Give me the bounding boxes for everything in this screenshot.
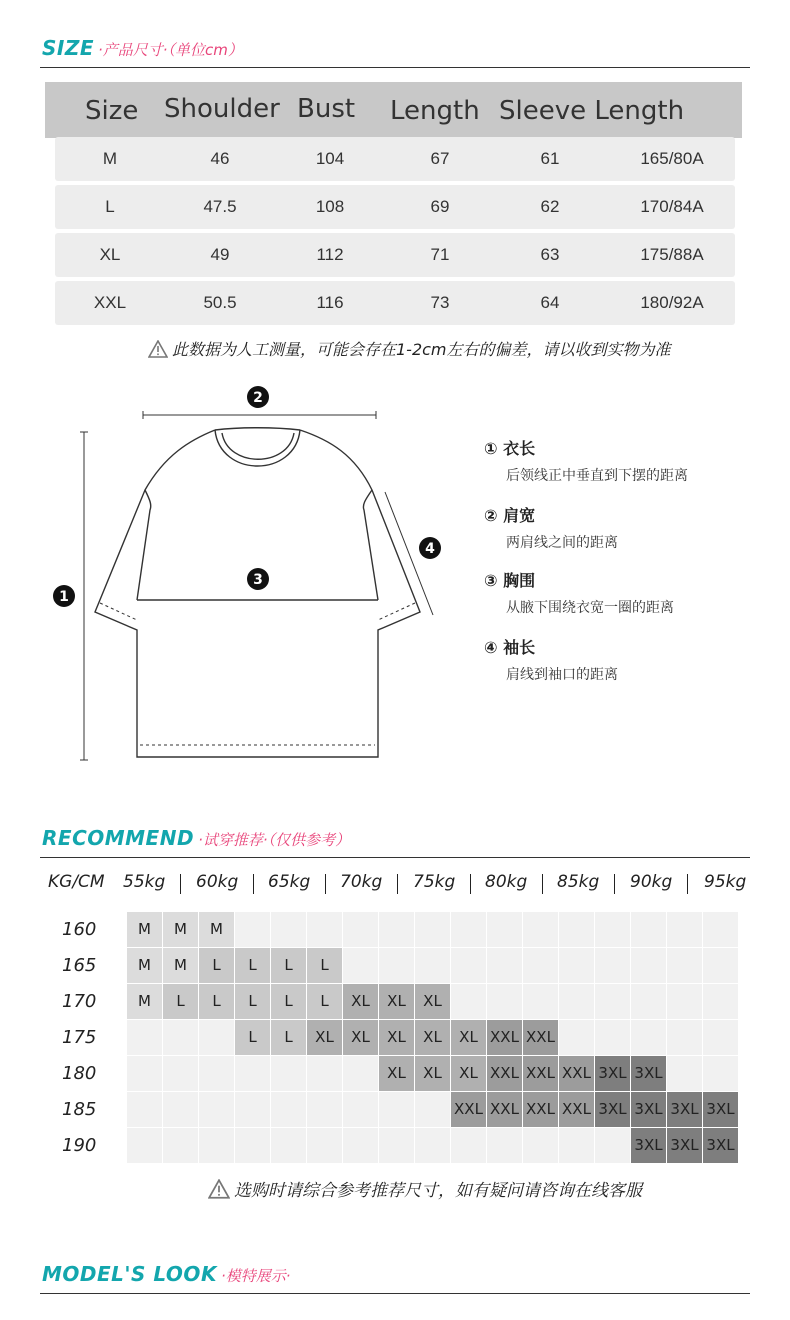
size-recommend-cell: L [235, 984, 270, 1019]
size-cell: 61 [540, 149, 560, 168]
size-recommend-cell: 3XL [667, 1128, 702, 1163]
size-recommend-cell [631, 948, 666, 983]
size-recommend-cell [199, 1056, 234, 1091]
size-cell: 71 [430, 245, 450, 264]
size-cell: 63 [540, 245, 560, 264]
size-recommend-cell [163, 1092, 198, 1127]
size-recommend-cell [415, 912, 450, 947]
legend-title: ③ 胸围 [484, 571, 536, 590]
size-cell: 116 [316, 293, 344, 312]
size-recommend-cell [199, 1128, 234, 1163]
size-recommend-cell [235, 912, 270, 947]
size-recommend-cell: XXL [523, 1056, 558, 1091]
size-recommend-cell [235, 1128, 270, 1163]
weight-label: 60kg [196, 872, 239, 892]
size-recommend-cell [523, 984, 558, 1019]
size-recommend-cell [523, 1128, 558, 1163]
size-recommend-cell [307, 1128, 342, 1163]
model-section-title: MODEL'S LOOK [42, 1262, 217, 1286]
size-recommend-cell: M [127, 984, 162, 1019]
size-cell: 73 [430, 293, 450, 312]
tshirt-measurement-diagram [0, 380, 480, 770]
legend-desc: 从腋下围绕衣宽一圈的距离 [506, 600, 674, 616]
size-row [55, 185, 735, 229]
size-recommend-cell: XL [307, 1020, 342, 1055]
size-recommend-cell: XXL [523, 1092, 558, 1127]
height-label: 160 [62, 919, 97, 940]
size-recommend-cell [343, 1056, 378, 1091]
size-recommend-cell [199, 1020, 234, 1055]
legend-item-bust [484, 568, 674, 617]
model-divider [40, 1293, 750, 1294]
marker-2: 2 [253, 390, 263, 406]
size-recommend-cell: 3XL [667, 1092, 702, 1127]
size-recommend-cell [559, 984, 594, 1019]
size-recommend-cell [451, 912, 486, 947]
legend-item-length [484, 436, 688, 485]
size-recommend-cell: M [163, 912, 198, 947]
size-cell: 47.5 [203, 197, 237, 216]
size-recommend-cell [127, 1128, 162, 1163]
size-recommend-cell: XL [343, 984, 378, 1019]
marker-4: 4 [425, 541, 435, 557]
size-recommend-cell [559, 912, 594, 947]
size-cell: 69 [430, 197, 450, 216]
size-cell: 104 [315, 149, 345, 168]
height-label: 165 [62, 955, 97, 976]
size-row [55, 281, 735, 325]
size-cell: 175/88A [640, 245, 704, 264]
size-section-header [42, 36, 243, 60]
size-row [55, 233, 735, 277]
size-recommend-cell: L [199, 948, 234, 983]
size-recommend-cell [595, 912, 630, 947]
size-cell: XL [99, 245, 121, 264]
size-cell: 49 [210, 245, 230, 264]
size-recommend-cell [595, 1128, 630, 1163]
recommend-section-title: RECOMMEND [42, 826, 195, 850]
legend-title: ① 衣长 [484, 439, 536, 458]
size-recommend-cell: XL [343, 1020, 378, 1055]
size-row [55, 137, 735, 181]
size-recommend-cell: XL [451, 1020, 486, 1055]
recommend-section-subtitle: ·试穿推荐·（仅供参考） [198, 831, 351, 849]
size-recommend-cell [235, 1056, 270, 1091]
size-cell: L [105, 197, 115, 216]
size-recommend-cell [703, 984, 738, 1019]
size-recommend-cell: XL [379, 984, 414, 1019]
recommend-note [208, 1176, 642, 1204]
size-recommend-cell: XL [379, 1056, 414, 1091]
warning-icon [148, 340, 168, 362]
size-recommend-cell [379, 912, 414, 947]
size-recommend-cell: L [199, 984, 234, 1019]
size-recommend-cell: M [127, 912, 162, 947]
size-recommend-cell: XL [415, 984, 450, 1019]
warning-icon [208, 1179, 230, 1204]
size-cell: 46 [210, 149, 230, 168]
size-cell: M [102, 149, 118, 168]
weight-label: 75kg [413, 872, 456, 892]
size-recommend-cell: M [127, 948, 162, 983]
size-recommend-cell [595, 948, 630, 983]
legend-desc: 两肩线之间的距离 [506, 535, 618, 551]
size-cell: 112 [316, 245, 344, 264]
size-cell: 108 [315, 197, 345, 216]
weight-label: 70kg [340, 872, 383, 892]
size-recommend-cell [307, 912, 342, 947]
size-cell: 62 [540, 197, 560, 216]
recommend-divider [40, 857, 750, 858]
size-recommend-cell [667, 984, 702, 1019]
size-recommend-cell: XXL [487, 1056, 522, 1091]
size-section-title: SIZE [42, 36, 95, 60]
size-recommend-cell [559, 948, 594, 983]
size-recommend-cell [307, 1056, 342, 1091]
size-recommend-cell [523, 912, 558, 947]
size-recommend-cell [451, 948, 486, 983]
size-recommend-cell: XL [451, 1056, 486, 1091]
recommend-section-header [42, 826, 350, 850]
size-recommend-cell [379, 1092, 414, 1127]
size-recommend-cell [199, 1092, 234, 1127]
size-recommend-cell: 3XL [703, 1128, 738, 1163]
size-recommend-cell [127, 1056, 162, 1091]
size-recommend-cell [487, 912, 522, 947]
size-recommend-cell [271, 912, 306, 947]
weight-header-row [46, 872, 756, 896]
size-recommend-cell [703, 1056, 738, 1091]
header-sleeve-length: Sleeve Length [499, 96, 685, 126]
weight-separator [180, 874, 181, 894]
size-recommend-cell: L [163, 984, 198, 1019]
weight-separator [397, 874, 398, 894]
size-recommend-cell [163, 1020, 198, 1055]
size-cell: XXL [93, 293, 127, 312]
height-label: 175 [62, 1027, 97, 1048]
weight-separator [687, 874, 688, 894]
size-recommend-cell [559, 1128, 594, 1163]
height-label: 190 [62, 1135, 97, 1156]
size-recommend-cell: XXL [559, 1092, 594, 1127]
size-recommend-cell: M [163, 948, 198, 983]
size-recommend-cell [271, 1056, 306, 1091]
size-recommend-cell: XXL [523, 1020, 558, 1055]
legend-title: ② 肩宽 [484, 506, 536, 525]
size-recommend-cell: 3XL [703, 1092, 738, 1127]
weight-separator [614, 874, 615, 894]
size-recommend-cell [379, 1128, 414, 1163]
size-cell: 67 [430, 149, 450, 168]
size-note-text: 此数据为人工测量，可能会存在1-2cm左右的偏差，请以收到实物为准 [172, 340, 671, 359]
size-recommend-cell [595, 984, 630, 1019]
weight-separator [253, 874, 254, 894]
size-recommend-cell [523, 948, 558, 983]
size-recommend-cell [631, 912, 666, 947]
corner-label: KG/CM [48, 872, 105, 892]
size-recommend-cell: 3XL [595, 1056, 630, 1091]
size-recommend-cell [703, 912, 738, 947]
size-recommend-cell: XL [379, 1020, 414, 1055]
size-recommend-cell: 3XL [631, 1056, 666, 1091]
header-shoulder: Shoulder [164, 94, 280, 124]
size-cell: 180/92A [640, 293, 704, 312]
model-section-header [42, 1262, 290, 1286]
weight-label: 80kg [485, 872, 528, 892]
size-cell: 170/84A [640, 197, 704, 216]
size-recommend-cell: XXL [487, 1020, 522, 1055]
size-recommend-cell [379, 948, 414, 983]
size-recommend-cell [271, 1092, 306, 1127]
header-bust: Bust [297, 94, 356, 124]
size-cell: 64 [540, 293, 560, 312]
legend-item-shoulder [484, 503, 618, 552]
size-recommend-cell [667, 1056, 702, 1091]
size-recommend-cell: XXL [487, 1092, 522, 1127]
size-recommend-cell [235, 1092, 270, 1127]
size-recommend-cell [127, 1092, 162, 1127]
weight-separator [542, 874, 543, 894]
size-section-subtitle: ·产品尺寸·（单位cm） [98, 41, 243, 59]
size-recommend-cell [631, 1020, 666, 1055]
legend-desc: 后领线正中垂直到下摆的距离 [506, 468, 688, 484]
size-recommend-cell: 3XL [631, 1128, 666, 1163]
size-recommend-cell: 3XL [631, 1092, 666, 1127]
size-table-header [45, 82, 742, 138]
size-recommend-cell: 3XL [595, 1092, 630, 1127]
height-label: 185 [62, 1099, 97, 1120]
size-recommend-cell [343, 1092, 378, 1127]
weight-separator [470, 874, 471, 894]
size-recommend-cell [667, 912, 702, 947]
size-recommend-cell: XL [415, 1056, 450, 1091]
size-recommend-cell [595, 1020, 630, 1055]
size-cell: 50.5 [203, 293, 237, 312]
size-recommend-cell [127, 1020, 162, 1055]
size-recommend-cell: L [271, 1020, 306, 1055]
weight-label: 85kg [557, 872, 600, 892]
size-recommend-cell: XXL [451, 1092, 486, 1127]
size-recommend-cell [667, 948, 702, 983]
size-recommend-cell [667, 1020, 702, 1055]
size-recommend-cell: L [235, 948, 270, 983]
size-recommend-cell: XL [415, 1020, 450, 1055]
size-recommend-cell: XXL [559, 1056, 594, 1091]
size-recommend-cell [487, 1128, 522, 1163]
weight-label: 65kg [268, 872, 311, 892]
size-recommend-cell [415, 1128, 450, 1163]
size-recommend-cell: L [307, 948, 342, 983]
weight-label: 55kg [123, 872, 166, 892]
size-divider [40, 67, 750, 68]
size-recommend-cell [559, 1020, 594, 1055]
size-cell: 165/80A [640, 149, 704, 168]
size-recommend-cell: L [307, 984, 342, 1019]
size-recommend-cell [271, 1128, 306, 1163]
size-recommend-cell [487, 948, 522, 983]
size-recommend-cell [343, 948, 378, 983]
size-recommend-cell [343, 912, 378, 947]
size-recommend-cell: M [199, 912, 234, 947]
size-recommend-cell [163, 1128, 198, 1163]
marker-1: 1 [59, 589, 69, 605]
size-recommend-cell [451, 1128, 486, 1163]
height-label: 180 [62, 1063, 97, 1084]
recommend-note-text: 选购时请综合参考推荐尺寸，如有疑问请咨询在线客服 [234, 1181, 642, 1201]
model-section-subtitle: ·模特展示· [220, 1267, 291, 1285]
weight-separator [325, 874, 326, 894]
size-recommend-cell [415, 1092, 450, 1127]
size-recommend-cell: L [271, 948, 306, 983]
weight-label: 90kg [630, 872, 673, 892]
header-length: Length [390, 96, 480, 126]
size-recommend-cell [163, 1056, 198, 1091]
header-size: Size [85, 96, 139, 126]
size-recommend-cell [703, 948, 738, 983]
size-note [148, 337, 671, 362]
size-recommend-cell [343, 1128, 378, 1163]
size-recommend-cell [415, 948, 450, 983]
legend-title: ④ 袖长 [484, 638, 536, 657]
size-recommend-cell [451, 984, 486, 1019]
marker-3: 3 [253, 572, 263, 588]
weight-label: 95kg [704, 872, 747, 892]
size-recommend-cell: L [271, 984, 306, 1019]
size-recommend-cell [487, 984, 522, 1019]
size-recommend-cell [703, 1020, 738, 1055]
size-recommend-cell: L [235, 1020, 270, 1055]
size-recommend-cell [307, 1092, 342, 1127]
size-recommend-cell [631, 984, 666, 1019]
height-label: 170 [62, 991, 97, 1012]
legend-item-sleeve [484, 635, 618, 684]
legend-desc: 肩线到袖口的距离 [506, 667, 618, 683]
